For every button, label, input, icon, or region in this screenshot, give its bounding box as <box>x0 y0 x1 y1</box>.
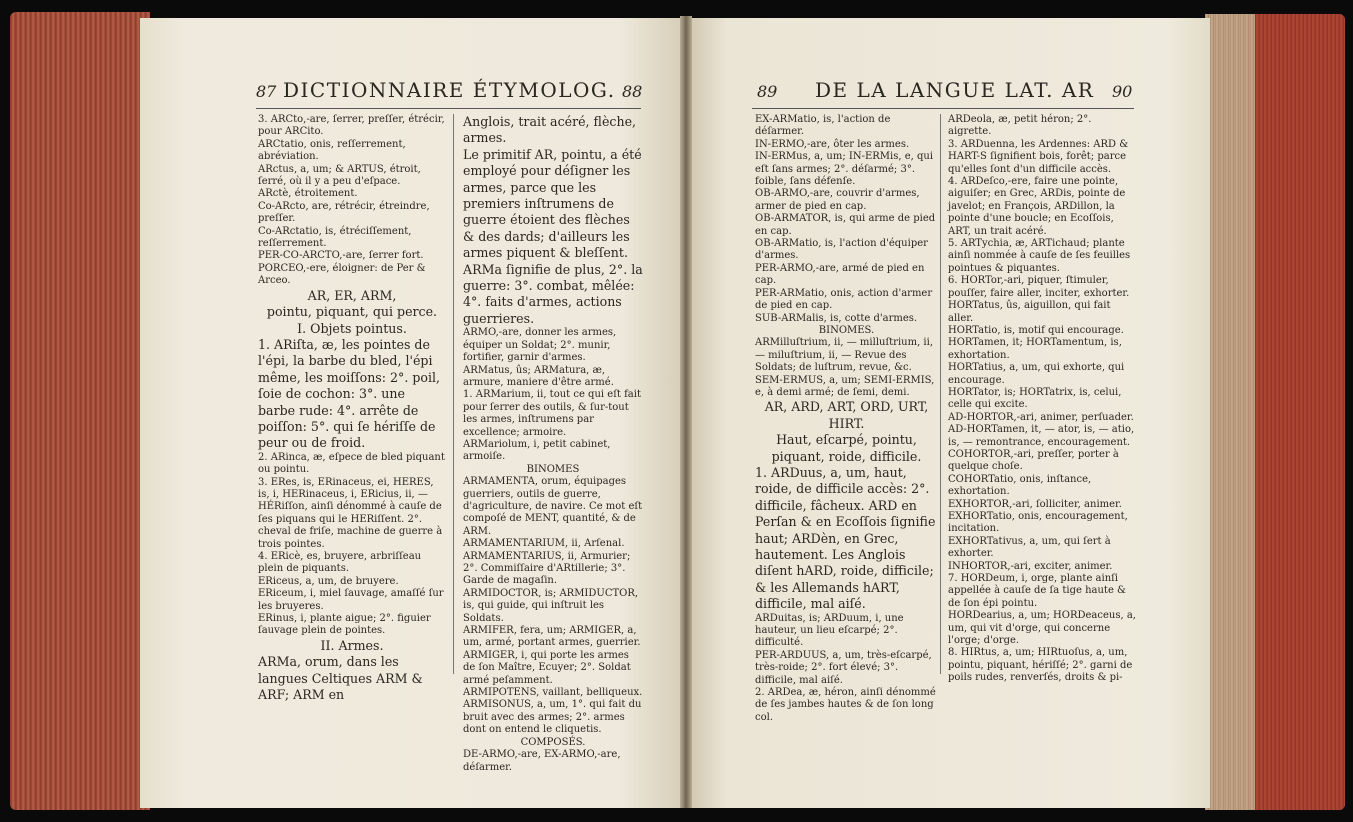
book-edge-right <box>1205 14 1345 810</box>
entry: ARMIGER, i, qui porte les armes de ſon Maître, Ecuyer; 2°. Soldat armé peſamment. <box>463 649 631 686</box>
entry: 1. ARMarium, ii, tout ce qui eſt fait pour ſerrer des outils, & ſur-tout les armes, inſtrumens par excellence; armoire. <box>463 389 641 438</box>
right-running-header: DE LA LANGUE LAT. AR <box>815 78 1095 102</box>
entry: 4. ERicè, es, bruyere, arbriſſeau plein de piquants. <box>258 551 422 575</box>
entry: 3. ARDuenna, les Ardennes: ARD & HART-S ſignifient bois, forêt; parce qu'elles ſont d'un difficile accès. <box>948 138 1129 175</box>
entry: PER-CO-ARCTO,-are, ſerrer fort. <box>258 250 424 262</box>
entry: EXHORTOR,-ari, ſolliciter, animer. <box>948 498 1122 510</box>
entry: ARMAMENTARIUM, ii, Arſenal. <box>463 538 625 550</box>
entry: ARctè, étroitement. <box>258 188 358 200</box>
entry: HORTamen, it; HORTamentum, is, exhortation. <box>948 337 1122 361</box>
entry: ARMatus, ûs; ARMatura, æ, armure, maniere d'être armé. <box>463 364 614 388</box>
entry: PER-ARMatio, onis, action d'armer de pied en cap. <box>755 287 933 312</box>
section-heading: II. Armes. <box>320 637 384 653</box>
entry: HORTatio, is, motif qui encourage. <box>948 324 1124 336</box>
section-heading: BINOMES. <box>818 324 875 336</box>
entry-large: Le primitif AR, pointu, a été employé pour déſigner les armes, parce que les premiers inſtrumens de guerre étoient des flèches & des dards; d'ailleurs les armes piquent & bleſſent. ARMa ſignifie de plus, 2°. la guerre: 3°. combat, mêlée: 4°. faits d'armes, actions guerrieres. <box>463 146 643 326</box>
entry: PER-ARMO,-are, armé de pied en cap. <box>755 262 925 287</box>
entry: 7. HORDeum, i, orge, plante ainſi appellée à cauſe de ſa tige haute & de ſon épi pointu. <box>948 573 1126 609</box>
entry: ERiceus, a, um, de bruyere. <box>258 575 399 587</box>
entry: HORDearius, a, um; HORDeaceus, a, um, qui vit d'orge, qui concerne l'orge; d'orge. <box>948 610 1136 647</box>
entry: ARDuitas, is; ARDuum, i, une hauteur, un lieu eſcarpé; 2°. difficulté. <box>755 612 904 649</box>
entry: 2. ARDea, æ, héron, ainſi dénommé de ſes jambes hautes & de ſon long col. <box>755 687 936 723</box>
entry: OB-ARMatio, is, l'action d'équiper d'armes. <box>755 238 928 262</box>
entry: PORCEO,-ere, éloigner: de Per & Arceo. <box>258 262 426 287</box>
left-page-column-2 <box>463 114 643 774</box>
right-header-rule <box>752 108 1134 109</box>
entry: ARDeola, æ, petit héron; 2°. aigrette. <box>948 114 1092 138</box>
entry: 3. ERes, is, ERinaceus, ei, HERES, is, i, HERinaceus, i, ERicius, ii, — HÉRiſſon, ainſi dénommé à cauſe de ſes piquans qui le HERiſſent. 2°. cheval de friſe, machine de guerre à trois pointes. <box>258 476 443 550</box>
entry: IN-ERMus, a, um; IN-ERMis, e, qui eſt ſans armes; 2°. déſarmé; 3°. foible, ſans défenſe. <box>755 151 934 188</box>
left-header-rule <box>256 108 641 109</box>
entry: HORTator, is; HORTatrix, is, celui, celle qui excite. <box>948 386 1122 411</box>
entry: INHORTOR,-ari, exciter, animer. <box>948 560 1113 572</box>
entry: ERiceum, i, miel ſauvage, amaſſé ſur les bruyeres. <box>258 588 444 612</box>
left-column-divider <box>453 114 454 674</box>
entry: COHORTatio, onis, inſtance, exhortation. <box>948 473 1092 498</box>
section-heading: COMPOSÉS. <box>520 736 586 748</box>
entry: ARMilluſtrium, ii, — milluſtrium, ii, — miluſtrium, ii, — Revue des Soldats; de luſtrum, revue, &c. <box>755 337 934 374</box>
left-page-column-1 <box>258 114 446 703</box>
entry: COHORTOR,-ari, preſſer, porter à quelque choſe. <box>948 448 1119 473</box>
entry: EXHORTatio, onis, encouragement, incitation. <box>948 511 1128 535</box>
entry: 2. ARinca, æ, eſpece de bled piquant ou pointu. <box>258 451 445 476</box>
right-column-divider <box>940 114 941 674</box>
entry: HORTatius, a, um, qui exhorte, qui encourage. <box>948 362 1125 386</box>
entry: ARMAMENTARIUS, ii, Armurier; 2°. Commiſſaire d'ARtillerie; 3°. Garde de magaſin. <box>463 550 631 587</box>
entry: Co-ARcto, are, rétrécir, étreindre, preſſer. <box>258 200 430 225</box>
entry: AD-HORTOR,-ari, animer, perſuader. <box>948 411 1134 423</box>
entry: OB-ARMATOR, is, qui arme de pied en cap. <box>755 213 936 237</box>
entry: HORTatus, ûs, aiguillon, qui fait aller. <box>948 300 1111 324</box>
entry: ARMISONUS, a, um, 1°. qui fait du bruit avec des armes; 2°. armes dont on entend le cliquetis. <box>463 699 642 736</box>
section-heading: BINOMES <box>526 463 580 475</box>
entry: 6. HORTor,-ari, piquer, ſtimuler, pouſſer, faire aller, inciter, exhorter. <box>948 275 1130 299</box>
entry: EXHORTativus, a, um, qui ſert à exhorter. <box>948 535 1111 560</box>
section-subheading: pointu, piquant, qui perce. <box>266 304 438 320</box>
right-page-column-2 <box>948 114 1136 685</box>
page-number-87: 87 <box>256 82 277 101</box>
right-page-column-1 <box>755 114 938 724</box>
entry: ARMIFER, fera, um; ARMIGER, a, um, armé, portant armes, guerrier. <box>463 625 641 649</box>
book-gutter <box>680 16 692 808</box>
section-heading: AR, ARD, ART, ORD, URT, HIRT. <box>764 399 929 431</box>
section-subheading: Haut, eſcarpé, pointu, piquant, roide, difficile. <box>771 432 922 464</box>
section-heading: AR, ER, ARM, <box>307 287 397 303</box>
entry: IN-ERMO,-are, ôter les armes. <box>755 138 910 150</box>
section-heading: I. Objets pointus. <box>297 320 407 336</box>
entry: Co-ARctatio, is, étréciſſement, reſſerrement. <box>258 225 412 250</box>
book-edge-left <box>10 12 150 810</box>
entry-large: Anglois, trait acéré, flèche, armes. <box>463 114 637 146</box>
entry: ARMO,-are, donner les armes, équiper un Soldat; 2°. munir, fortifier, garnir d'armes. <box>463 327 617 364</box>
entry: ERinus, i, plante aigue; 2°. figuier ſauvage plein de pointes. <box>258 613 431 637</box>
entry: 4. ARDeſco,-ere, faire une pointe, aiguiſer; en Grec, ARDis, pointe de javelot; en François, ARDillon, la pointe d'une boucle; en Ecoſſois, ART, un trait acéré. <box>948 176 1126 237</box>
entry: EX-ARMatio, is, l'action de déſarmer. <box>755 114 891 138</box>
entry: ARMIDOCTOR, is; ARMIDUCTOR, is, qui guide, qui inſtruit les Soldats. <box>463 587 639 624</box>
entry: SEM-ERMUS, a, um; SEMI-ERMIS, e, à demi armé; de ſemi, demi. <box>755 374 935 398</box>
page-number-89: 89 <box>757 82 778 101</box>
entry: OB-ARMO,-are, couvrir d'armes, armer de pied en cap. <box>755 188 920 212</box>
entry-large: 1. ARDuus, a, um, haut, roide, de difficile accès: 2°. difficile, fâcheux. ARD en Perſan & en Ecoſſois ſignifie haut; ARDèn, en Grec, hautement. Les Anglois diſent hARD, roide, difficile; & les Allemands hART, difficile, mal aiſé. <box>755 464 936 612</box>
entry: PER-ARDUUS, a, um, très-eſcarpé, très-roide; 2°. fort élevé; 3°. difficile, mal aiſé. <box>755 649 932 686</box>
entry: 5. ARTychia, æ, ARTichaud; plante ainſi nommée à cauſe de ſes feuilles pointues & piquantes. <box>948 238 1131 274</box>
left-running-header: DICTIONNAIRE ÉTYMOLOG. <box>283 78 616 102</box>
entry: 8. HIRtus, a, um; HIRtuoſus, a, um, pointu, piquant, hériſſé; 2°. garni de poils rudes, renverſés, droits & pi- <box>948 647 1133 684</box>
entry: ARctus, a, um; & ARTUS, étroit, ſerré, où il y a peu d'eſpace. <box>258 163 421 188</box>
page-number-90: 90 <box>1112 82 1133 101</box>
page-number-88: 88 <box>622 82 643 101</box>
entry: ARMAMENTA, orum, équipages guerriers, outils de guerre, d'agriculture, de navire. Ce mot eſt compoſé de MENT, quantité, & de ARM. <box>463 476 643 537</box>
entry: DE-ARMO,-are, EX-ARMO,-are, déſarmer. <box>463 749 621 773</box>
entry: ARMariolum, i, petit cabinet, armoiſe. <box>463 438 611 463</box>
entry-large: 1. ARiſta, æ, les pointes de l'épi, la barbe du bled, l'épi même, les moiſſons: 2°. poil, ſoie de cochon: 3°. une barbe rude: 4°. arrête de poiſſon: 5°. qui ſe hériſſe de peur ou de froid. <box>258 336 441 451</box>
entry-large: ARMa, orum, dans les langues Celtiques ARM & ARF; ARM en <box>258 654 423 703</box>
entry: SUB-ARMalis, is, cotte d'armes. <box>755 312 918 324</box>
entry: ARCtatio, onis, reſſerrement, abréviation. <box>258 138 406 163</box>
entry: ARMIPOTENS, vaillant, belliqueux. <box>463 687 643 699</box>
entry: AD-HORTamen, it, — ator, is, — atio, is, — remontrance, encouragement. <box>948 424 1135 448</box>
entry: 3. ARCto,-are, ſerrer, preſſer, étrécir, pour ARCito. <box>258 114 445 138</box>
